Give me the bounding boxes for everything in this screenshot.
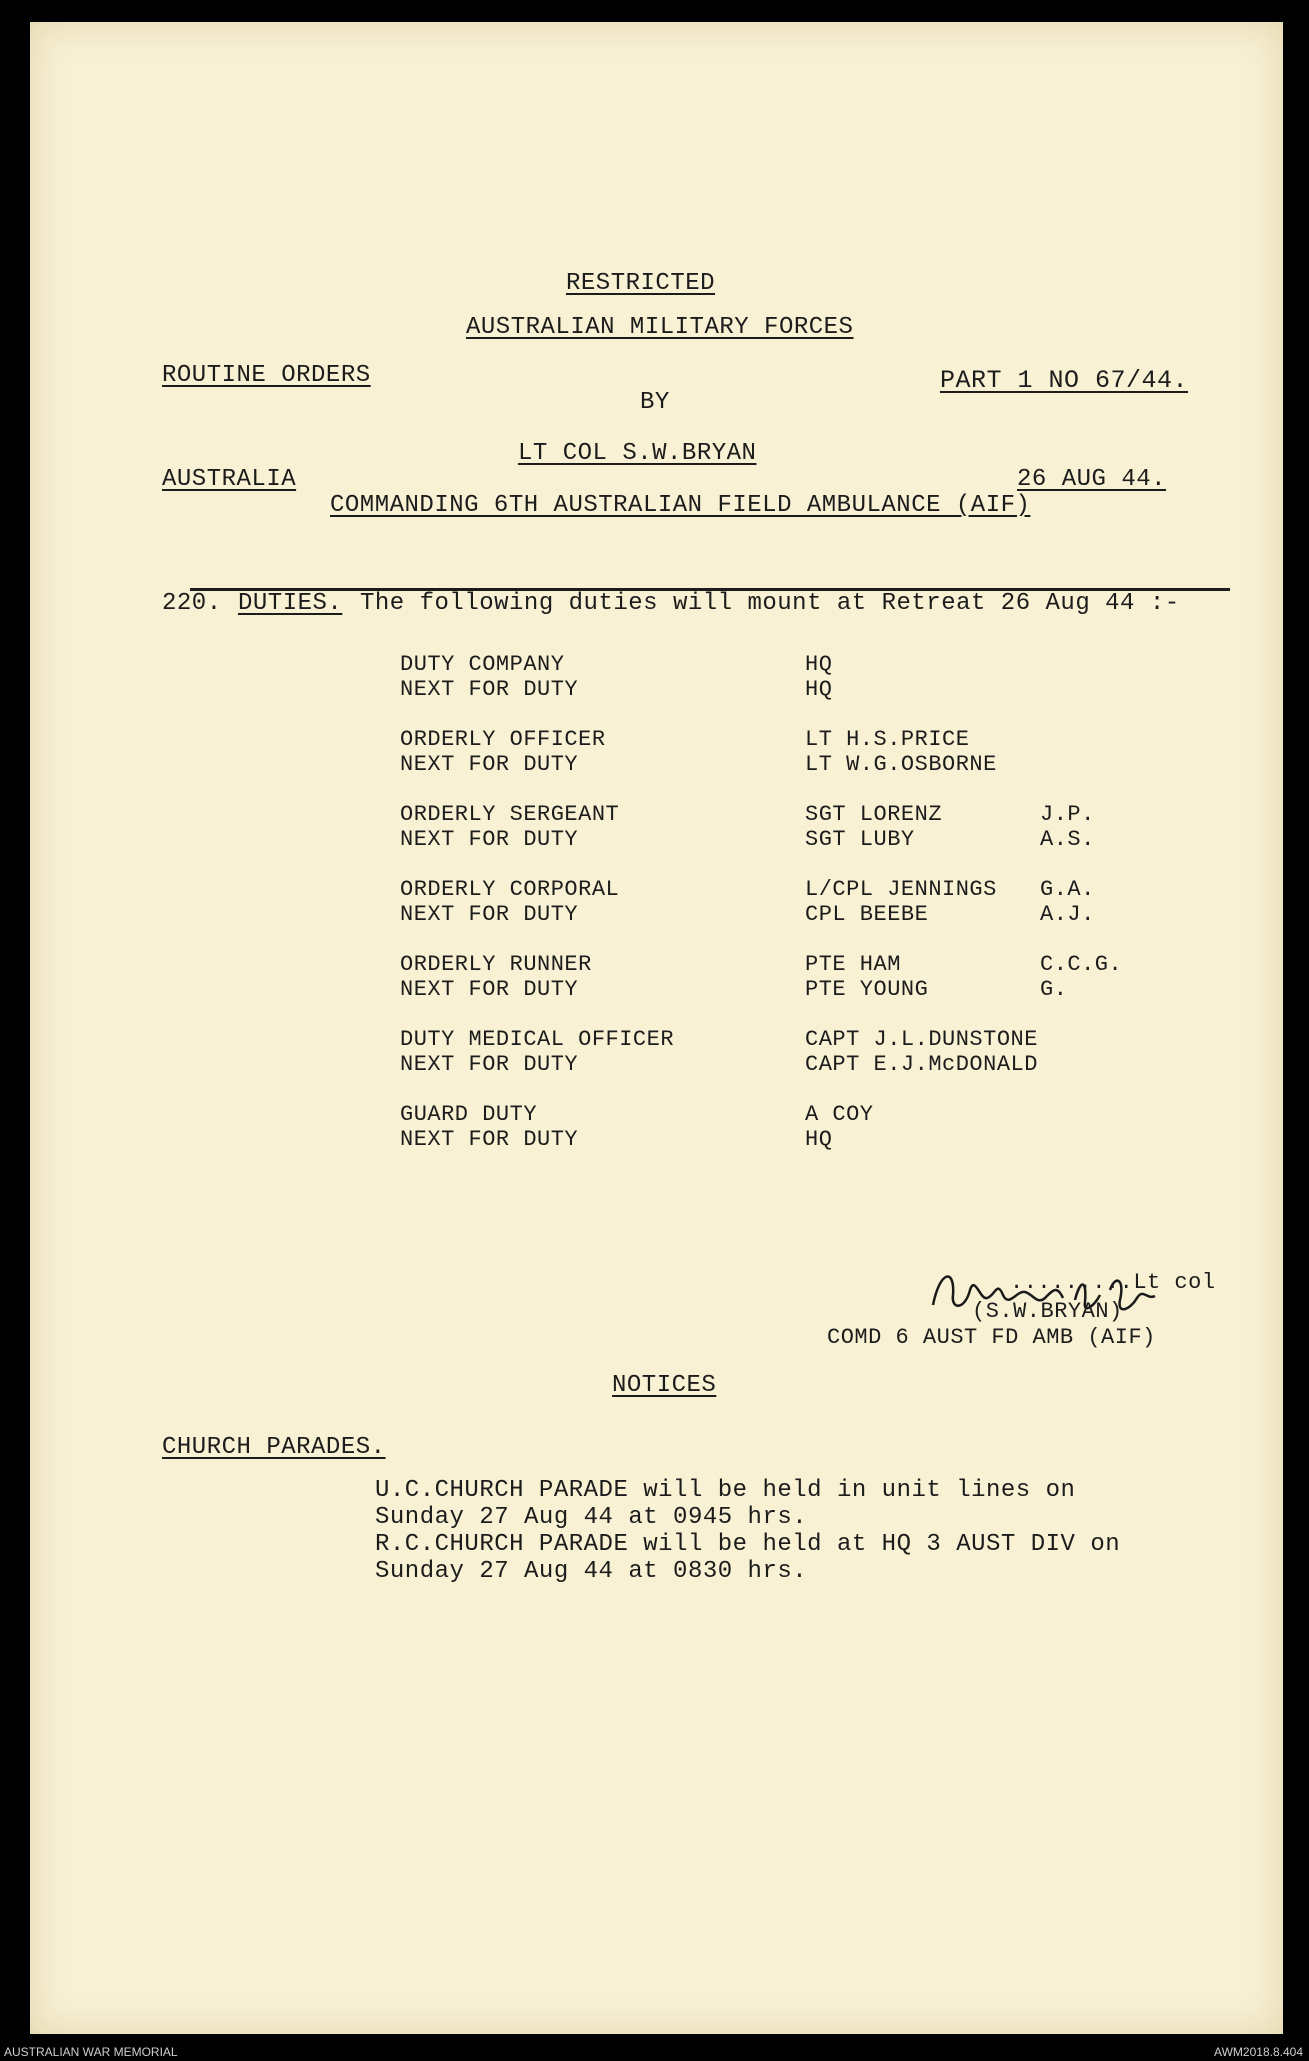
duty-assignee: LT W.G.OSBORNE — [805, 751, 997, 777]
duty-assignee: CAPT J.L.DUNSTONE — [805, 1027, 1038, 1052]
signature-appointment: COMD 6 AUST FD AMB (AIF) — [827, 1325, 1156, 1350]
duty-assignee: CAPT E.J.McDONALD — [805, 1051, 1038, 1077]
duty-role: NEXT FOR DUTY — [400, 901, 579, 927]
duties-heading: DUTIES. — [238, 590, 343, 617]
duty-role: DUTY MEDICAL OFFICER — [400, 1027, 675, 1052]
duty-role: NEXT FOR DUTY — [400, 1126, 579, 1152]
duties-intro: The following duties will mount at Retreat 26 Aug 44 :- — [360, 590, 1180, 617]
restricted-label: RESTRICTED — [566, 270, 716, 297]
duty-role: NEXT FOR DUTY — [400, 976, 579, 1002]
notice-line: Sunday 27 Aug 44 at 0945 hrs. — [375, 1504, 808, 1531]
duty-initials: G.A. — [1040, 877, 1095, 902]
routine-orders-label: ROUTINE ORDERS — [162, 362, 371, 389]
notice-line: U.C.CHURCH PARADE will be held in unit lines on — [375, 1477, 1076, 1504]
officer-name: LT COL S.W.BRYAN — [518, 440, 757, 467]
duty-role: ORDERLY OFFICER — [400, 727, 606, 752]
place-label: AUSTRALIA — [162, 466, 297, 493]
duty-initials: J.P. — [1040, 802, 1095, 827]
duty-assignee: SGT LORENZ — [805, 802, 943, 827]
signature-rank: .........Lt col — [1010, 1270, 1216, 1295]
footer-right: AWM2018.8.404 — [1214, 2045, 1303, 2059]
duty-role: ORDERLY CORPORAL — [400, 877, 620, 902]
duty-initials: G. — [1040, 976, 1068, 1002]
duties-number: 220. — [162, 590, 222, 617]
duty-initials: A.J. — [1040, 901, 1095, 927]
duty-assignee: HQ — [805, 652, 833, 677]
duty-role: ORDERLY RUNNER — [400, 952, 592, 977]
duty-role: ORDERLY SERGEANT — [400, 802, 620, 827]
church-parades-heading: CHURCH PARADES. — [162, 1434, 386, 1461]
duty-assignee: CPL BEEBE — [805, 901, 929, 927]
duty-assignee: SGT LUBY — [805, 826, 915, 852]
commanding-line: COMMANDING 6TH AUSTRALIAN FIELD AMBULANCE (AIF) — [330, 492, 1031, 519]
notice-line: Sunday 27 Aug 44 at 0830 hrs. — [375, 1558, 808, 1585]
duty-assignee: A COY — [805, 1102, 874, 1127]
duty-assignee: PTE YOUNG — [805, 976, 929, 1002]
duty-role: NEXT FOR DUTY — [400, 676, 579, 702]
notices-title: NOTICES — [612, 1372, 717, 1399]
notice-line: R.C.CHURCH PARADE will be held at HQ 3 AUST DIV on — [375, 1531, 1121, 1558]
duty-assignee: HQ — [805, 676, 833, 702]
order-date: 26 AUG 44. — [1017, 466, 1167, 493]
signature-name: (S.W.BRYAN) — [972, 1299, 1123, 1324]
duty-assignee: HQ — [805, 1126, 833, 1152]
duty-role: NEXT FOR DUTY — [400, 751, 579, 777]
duty-initials: A.S. — [1040, 826, 1095, 852]
part-number: PART 1 NO 67/44. — [940, 366, 1189, 395]
duty-role: NEXT FOR DUTY — [400, 1051, 579, 1077]
by-label: BY — [640, 389, 670, 416]
duty-initials: C.C.G. — [1040, 952, 1123, 977]
forces-title: AUSTRALIAN MILITARY FORCES — [466, 314, 854, 341]
duty-role: GUARD DUTY — [400, 1102, 538, 1127]
footer-left: AUSTRALIAN WAR MEMORIAL — [4, 2045, 178, 2059]
document-page — [30, 22, 1283, 2034]
duty-role: NEXT FOR DUTY — [400, 826, 579, 852]
duty-assignee: LT H.S.PRICE — [805, 727, 970, 752]
duty-assignee: PTE HAM — [805, 952, 901, 977]
duty-role: DUTY COMPANY — [400, 652, 565, 677]
duty-assignee: L/CPL JENNINGS — [805, 877, 997, 902]
